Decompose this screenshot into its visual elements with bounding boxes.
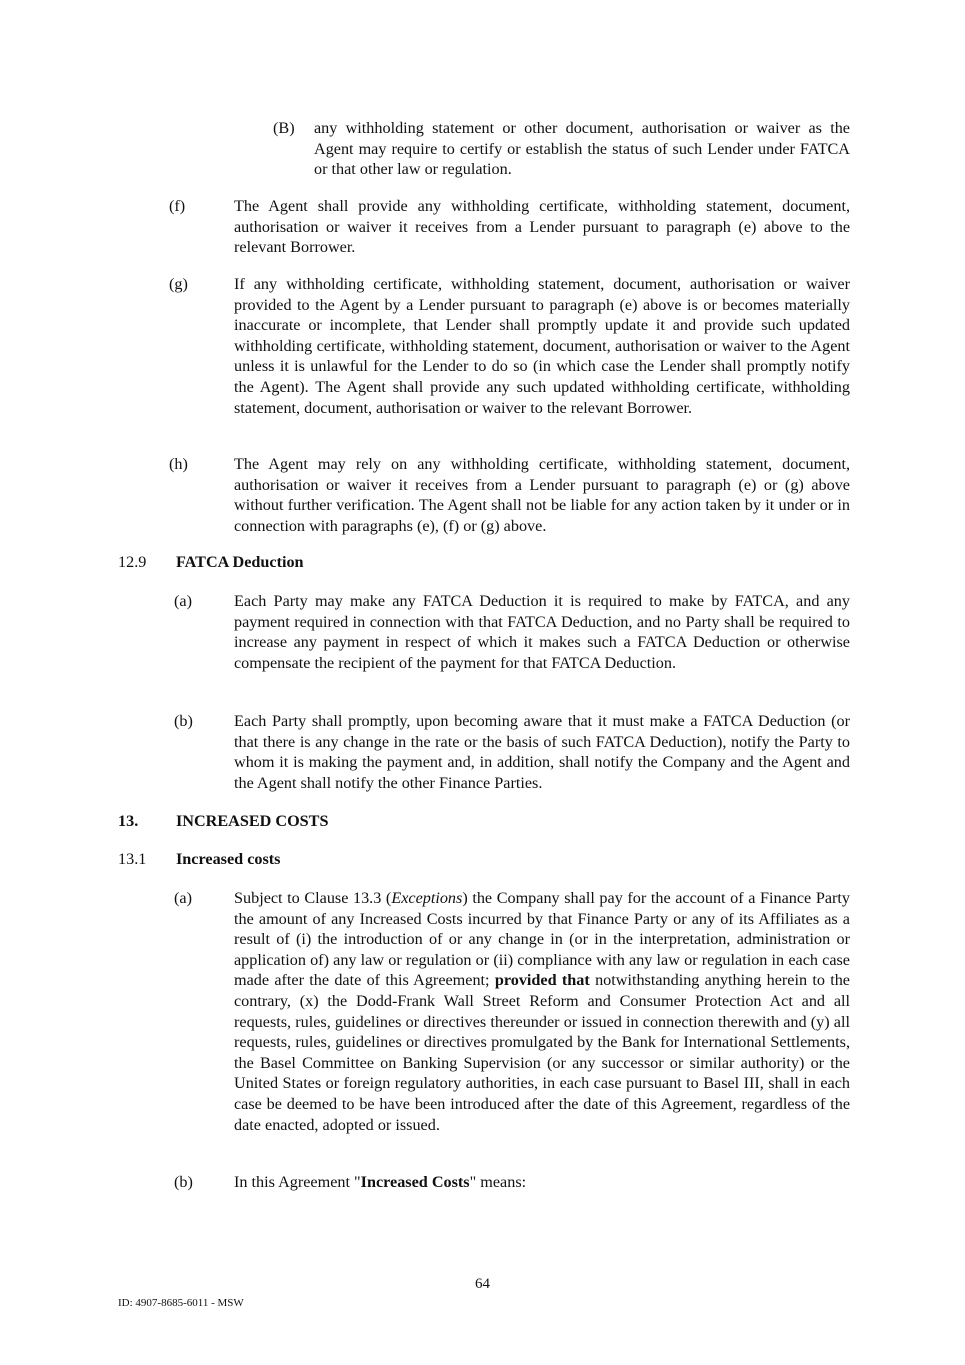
document-id: ID: 4907-8685-6011 - MSW [118,1297,244,1309]
item-text-B: any withholding statement or other document, authorisation or waiver as the Agent may require to certify or establish the status of such Lender under FATCA or that other law or regulation. [314,119,850,179]
section-number-12-9: 12.9 [118,553,147,571]
item-label-h: (h) [169,455,188,473]
fatca-item-text-b: Each Party shall promptly, upon becoming aware that it must make a FATCA Deduction (or that there is any change in the rate or the basis of such FATCA Deduction), notify the Party to whom it is making the payment and, in addition, shall notify the Company and the Agent and the Agent shall notify the other Finance Parties. [234,712,850,792]
section-number-13: 13. [118,812,139,830]
section-title-13: INCREASED COSTS [176,812,329,830]
item-label-f: (f) [169,197,186,215]
section-number-13-1: 13.1 [118,850,147,868]
item-label-B: (B) [273,119,295,137]
fatca-item-label-b: (b) [174,712,193,730]
fatca-item-label-a: (a) [174,592,192,610]
section-title-12-9: FATCA Deduction [176,553,304,571]
increased-costs-item-label-b: (b) [174,1173,193,1191]
provided-that-emphasis: provided that [494,971,590,990]
item-text-g: If any withholding certificate, withholding statement, document, authorisation or waiver provided to the Agent by a Lender pursuant to paragraph (e) above is or becomes materially inaccurate or incomplete, that Lender shall promptly update it and provide such updated withholding certificate, withholding statement, document, authorisation or waiver to the Agent unless it is unlawful for the Lender to do so (in which case the Lender shall promptly notify the Agent). The Agent shall provide any such updated withholding certificate, withholding statement, document, authorisation or waiver to the relevant Borrower. [234,275,850,417]
item-text-f: The Agent shall provide any withholding certificate, withholding statement, document, authorisation or waiver it receives from a Lender pursuant to paragraph (e) above to the relevant Borrower. [234,197,850,257]
increased-costs-item-text-b: In this Agreement "Increased Costs" means: [234,1173,527,1191]
item-text-h: The Agent may rely on any withholding certificate, withholding statement, document, authorisation or waiver it receives from a Lender pursuant to paragraph (e) or (g) above without further verification. The Agent shall not be liable for any action taken by it under or in connection with paragraphs (e), (f) or (g) above. [234,455,850,535]
exceptions-reference: Exceptions [391,889,463,907]
increased-costs-item-text-a: Subject to Clause 13.3 (Exceptions) the Company shall pay for the account of a Finance Party the amount of any Increased Costs incurred by that Finance Party or any of its Affiliates as a result of (i) the introduction of or any change in (or in the interpretation, administration or application of) any law or regulation or (ii) compliance with any law or regulation in each case made after the date of this Agreement; provided that notwithstanding anything herein to the contrary, (x) the Dodd-Frank Wall Street Reform and Consumer Protection Act and all requests, rules, guidelines or directives thereunder or issued in connection therewith and (y) all requests, rules, guidelines or directives promulgated by the Bank for International Settlements, the Basel Committee on Banking Supervision (or any successor or similar authority) or the United States or foreign regulatory authorities, in each case pursuant to Basel III, shall in each case be deemed to be have been introduced after the date of this Agreement, regardless of the date enacted, adopted or issued. [234,889,851,1134]
increased-costs-item-label-a: (a) [174,889,192,907]
item-label-g: (g) [169,275,188,293]
fatca-item-text-a: Each Party may make any FATCA Deduction it is required to make by FATCA, and any payment required in connection with that FATCA Deduction, and no Party shall be required to increase any payment in respect of which it makes such a FATCA Deduction or otherwise compensate the recipient of the payment for that FATCA Deduction. [234,592,850,672]
page-number: 64 [475,1276,490,1292]
section-title-13-1: Increased costs [176,850,281,868]
increased-costs-term: Increased Costs [360,1173,470,1191]
